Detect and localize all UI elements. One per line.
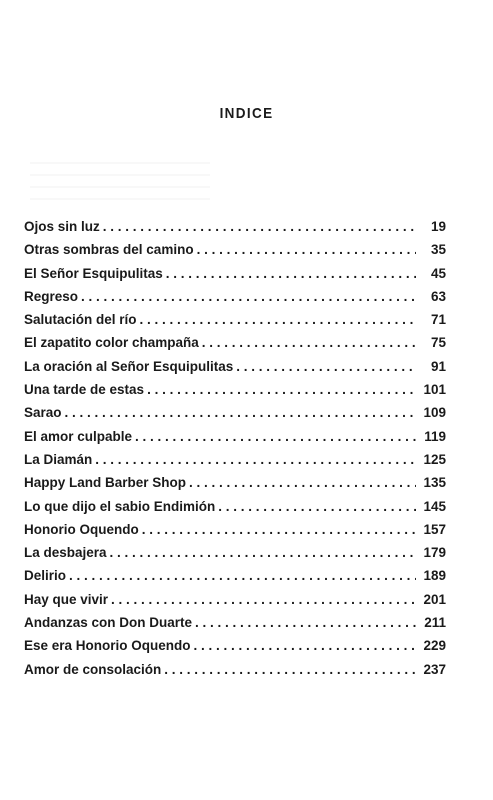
- entry-page-number: 63: [430, 288, 446, 304]
- entry-page-number: 119: [424, 428, 446, 444]
- toc-entry: [24, 452, 446, 475]
- page-title: INDICE: [219, 105, 274, 122]
- entry-title: Otras sombras del camino: [24, 242, 194, 258]
- entry-title: El zapatito color champaña: [24, 335, 199, 351]
- entry-page-number: 189: [423, 568, 446, 584]
- dot-leader: [236, 359, 416, 374]
- toc-entry: [24, 568, 446, 591]
- entry-title: Una tarde de estas: [24, 382, 145, 398]
- dot-leader: [147, 382, 416, 397]
- entry-page-number: 35: [430, 242, 446, 258]
- entry-title: Ese era Honorio Oquendo: [24, 638, 191, 654]
- entry-title: Regreso: [24, 288, 79, 304]
- bleed-through-texture: [30, 160, 210, 200]
- entry-page-number: 91: [430, 358, 446, 374]
- entry-title: Lo que dijo el sabio Endimión: [24, 498, 216, 514]
- toc-entry: [24, 359, 446, 382]
- entry-page-number: 237: [423, 661, 446, 677]
- entry-page-number: 75: [430, 335, 446, 351]
- entry-title: Happy Land Barber Shop: [24, 475, 187, 491]
- dot-leader: [164, 662, 416, 677]
- entry-title: Andanzas con Don Duarte: [24, 615, 193, 631]
- entry-title: Ojos sin luz: [24, 219, 100, 234]
- toc-entry: [24, 382, 446, 405]
- dot-leader: [194, 638, 416, 653]
- entry-page-number: 45: [430, 265, 446, 281]
- entry-title: El amor culpable: [24, 428, 133, 444]
- entry-page-number: 145: [423, 498, 446, 514]
- toc-entry: [24, 405, 446, 428]
- dot-leader: [81, 289, 416, 304]
- toc-entry: [24, 219, 446, 242]
- dot-leader: [65, 405, 416, 420]
- toc-entry: [24, 522, 446, 545]
- toc-entry: [24, 289, 446, 312]
- entry-page-number: 229: [423, 638, 446, 654]
- entry-title: Sarao: [24, 405, 62, 421]
- dot-leader: [95, 452, 416, 467]
- dot-leader: [69, 568, 416, 583]
- dot-leader: [135, 429, 416, 444]
- entry-page-number: 211: [424, 615, 446, 631]
- entry-page-number: 125: [423, 451, 446, 467]
- entry-title: La oración al Señor Esquipulitas: [24, 358, 234, 374]
- dot-leader: [166, 266, 416, 281]
- entry-page-number: 157: [423, 521, 446, 537]
- dot-leader: [103, 219, 416, 234]
- entry-title: La desbajera: [24, 545, 107, 561]
- toc-entry: [24, 638, 446, 661]
- entry-title: Delirio: [24, 568, 67, 584]
- dot-leader: [140, 312, 416, 327]
- toc-entry: [24, 429, 446, 452]
- toc-entry: [24, 615, 446, 638]
- entry-title: Hay que vivir: [24, 591, 109, 607]
- entry-page-number: 201: [423, 591, 446, 607]
- toc-entry: [24, 499, 446, 522]
- dot-leader: [195, 615, 416, 630]
- toc-entry: [24, 545, 446, 568]
- toc-entry: [24, 266, 446, 289]
- entry-page-number: 19: [430, 219, 446, 234]
- entry-title: El Señor Esquipulitas: [24, 265, 163, 281]
- entry-title: Honorio Oquendo: [24, 521, 139, 537]
- dot-leader: [202, 335, 416, 350]
- entry-page-number: 101: [423, 382, 446, 398]
- entry-title: Salutación del río: [24, 312, 137, 328]
- dot-leader: [197, 242, 416, 257]
- entry-title: Amor de consolación: [24, 661, 162, 677]
- dot-leader: [110, 545, 416, 560]
- toc-entry: [24, 242, 446, 265]
- dot-leader: [111, 592, 416, 607]
- dot-leader: [189, 475, 416, 490]
- dot-leader: [218, 499, 416, 514]
- dot-leader: [142, 522, 416, 537]
- entry-page-number: 71: [430, 312, 446, 328]
- entry-page-number: 135: [423, 475, 446, 491]
- toc-entry: [24, 312, 446, 335]
- table-of-contents: [24, 219, 446, 685]
- toc-entry: [24, 592, 446, 615]
- entry-page-number: 109: [423, 405, 446, 421]
- toc-entry: [24, 475, 446, 498]
- toc-entry: [24, 335, 446, 358]
- entry-title: La Diamán: [24, 451, 93, 467]
- entry-page-number: 179: [423, 545, 446, 561]
- toc-entry: [24, 662, 446, 685]
